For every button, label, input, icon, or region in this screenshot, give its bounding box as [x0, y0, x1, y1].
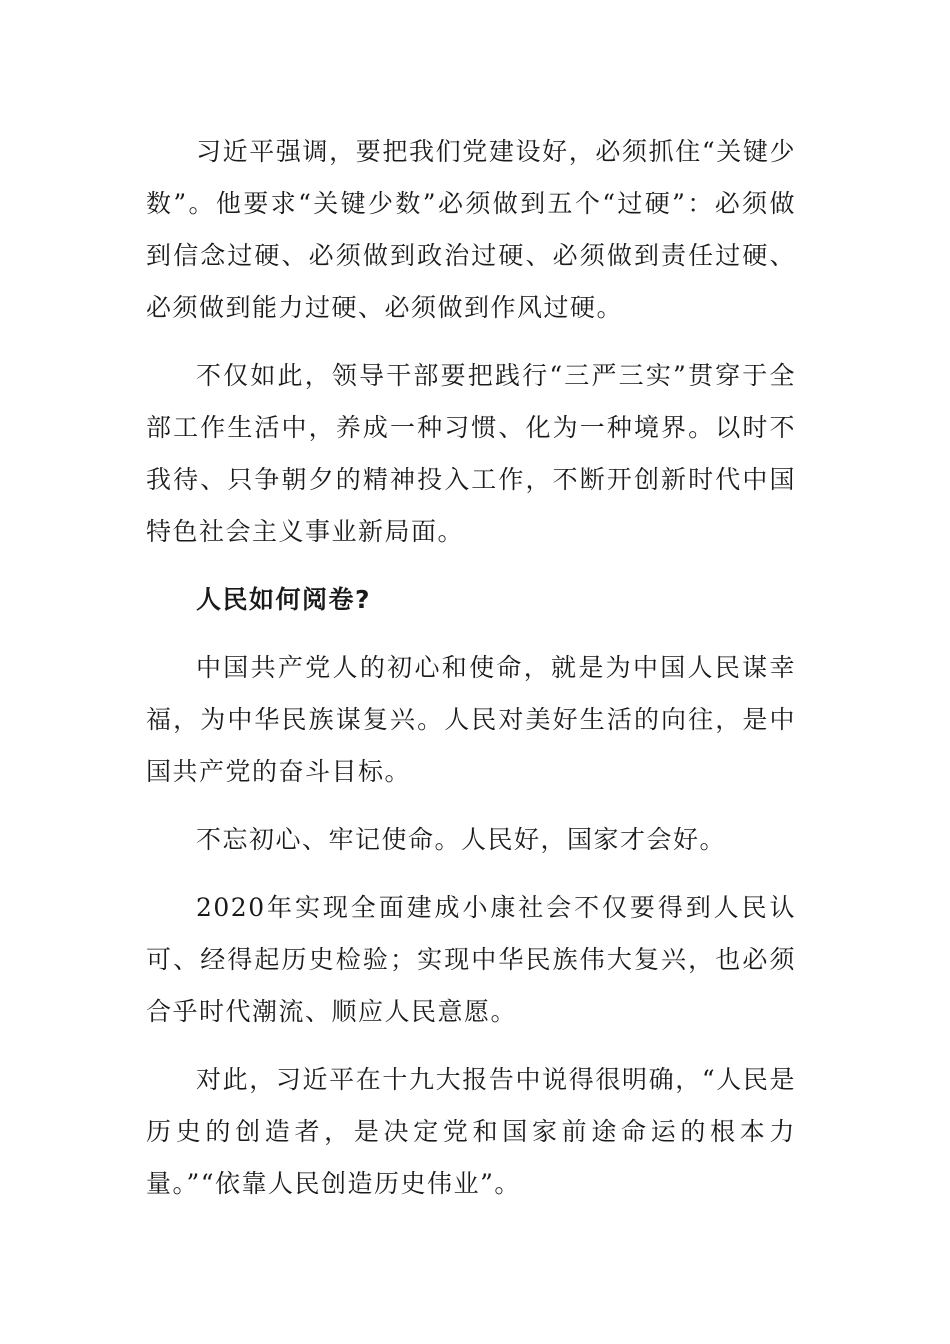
paragraph-never-forget: 不忘初心、牢记使命。人民好，国家才会好。: [196, 825, 727, 854]
paragraph-people-creators: 对此，习近平在十九大报告中说得很明确，“人民是历史的创造者，是决定党和国家前途命运的根本力量。”“依靠人民创造历史伟业”。: [146, 1065, 796, 1198]
paragraph-2020-goal: 2020年实现全面建成小康社会不仅要得到人民认可、经得起历史检验；实现中华民族伟大复兴，也必须合乎时代潮流、顺应人民意愿。: [146, 893, 796, 1026]
paragraph-key-minority: 习近平强调，要把我们党建设好，必须抓住“关键少数”。他要求“关键少数”必须做到五个“过硬”：必须做到信念过硬、必须做到政治过硬、必须做到责任过硬、必须做到能力过硬、必须做到作风过硬。: [146, 137, 796, 322]
section-heading: 人民如何阅卷?: [196, 585, 372, 614]
paragraph-three-stricts: 不仅如此，领导干部要把践行“三严三实”贯穿于全部工作生活中，养成一种习惯、化为一种境界。以时不我待、只争朝夕的精神投入工作，不断开创新时代中国特色社会主义事业新局面。: [146, 361, 796, 546]
paragraph-original-mission: 中国共产党人的初心和使命，就是为中国人民谋幸福，为中华民族谋复兴。人民对美好生活的向往，是中国共产党的奋斗目标。: [146, 653, 796, 786]
document-body: [146, 126, 796, 1226]
